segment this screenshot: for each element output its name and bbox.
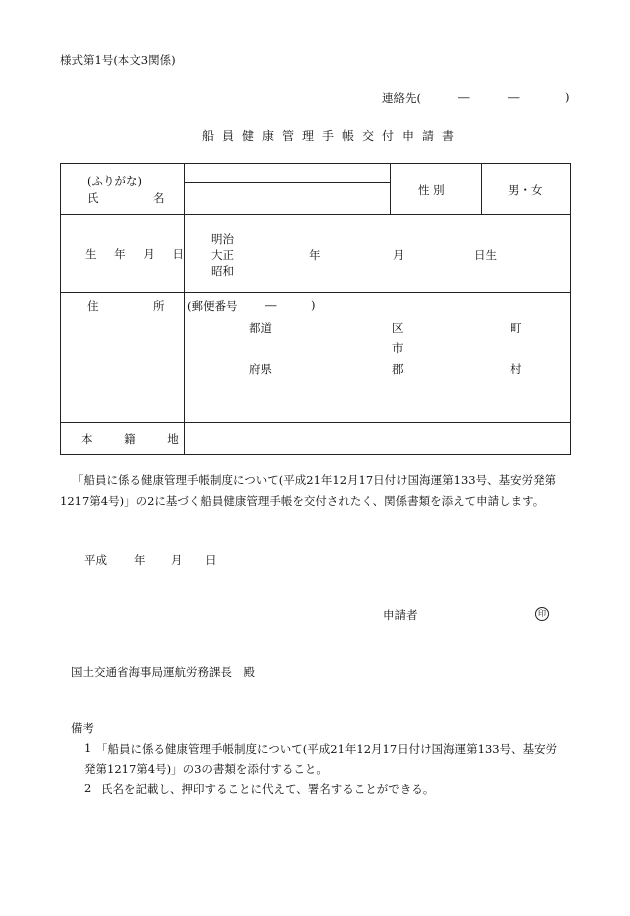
contact-dash-1: ―: [458, 90, 470, 104]
application-form-table: [60, 163, 571, 455]
postal-label: (郵便番号: [187, 299, 238, 313]
furigana-label: (ふりがな): [87, 174, 142, 188]
address-label-1: 住: [87, 299, 99, 313]
address-gun: 郡: [392, 362, 404, 376]
era-taisho[interactable]: 大正: [211, 248, 234, 262]
statement-line-1: 「船員に係る健康管理手帳制度について(平成21年12月17日付け国海運第133号、基安労発第: [72, 473, 557, 487]
statement-line-2: 1217第4号)」の2に基づく船員健康管理手帳を交付されたく、関係書類を添えて申請します。: [60, 494, 545, 508]
address-ku: 区: [392, 321, 404, 335]
address-label-2: 所: [153, 299, 165, 313]
address-machi: 町: [510, 321, 522, 335]
contact-close: ): [565, 90, 570, 104]
address-fuken: 府県: [249, 362, 272, 376]
note-2-text: 氏名を記載し、押印することに代えて、署名することができる。: [101, 782, 435, 796]
contact-label: 連絡先(: [382, 91, 421, 105]
era-showa[interactable]: 昭和: [211, 264, 234, 278]
birth-day-unit: 日生: [474, 248, 497, 262]
name-label-2: 名: [153, 191, 165, 205]
furigana-input[interactable]: [186, 165, 388, 181]
address-todo: 都道: [249, 321, 272, 335]
date-day: 日: [205, 553, 217, 567]
addressee: 国土交通省海事局運航労務課長 殿: [71, 665, 255, 679]
address-mura: 村: [510, 362, 522, 376]
applicant-label: 申請者: [383, 608, 418, 622]
contact-dash-2: ―: [508, 90, 520, 104]
postal-close: ): [311, 298, 316, 312]
birth-date-label: 生 年 月 日: [85, 247, 191, 261]
name-label-1: 氏: [87, 191, 99, 205]
era-meiji[interactable]: 明治: [211, 232, 234, 246]
note-1-line-1: 「船員に係る健康管理手帳制度について(平成21年12月17日付け国海運第133号、基安労: [96, 742, 558, 756]
name-input[interactable]: [186, 184, 388, 212]
date-era: 平成: [84, 553, 107, 567]
date-month: 月: [171, 553, 183, 567]
postal-dash: ―: [265, 298, 277, 312]
note-1-number: 1: [84, 741, 92, 755]
address-shi: 市: [392, 341, 404, 355]
honseki-input[interactable]: [186, 424, 568, 452]
gender-label: 性 別: [418, 183, 445, 197]
seal-mark: 印: [535, 607, 549, 621]
gender-choice[interactable]: 男・女: [508, 183, 543, 197]
notes-heading: 備考: [71, 721, 94, 735]
date-year: 年: [134, 553, 146, 567]
note-1-line-2: 発第1217第4号)」の3の書類を添付すること。: [84, 762, 328, 776]
honseki-label: 本 籍 地: [81, 432, 193, 446]
birth-month-unit: 月: [393, 248, 405, 262]
page-title: 船員健康管理手帳交付申請書: [202, 129, 463, 143]
birth-year-unit: 年: [309, 248, 321, 262]
form-number: 様式第1号(本文3関係): [60, 53, 176, 67]
note-2-number: 2: [84, 781, 92, 795]
